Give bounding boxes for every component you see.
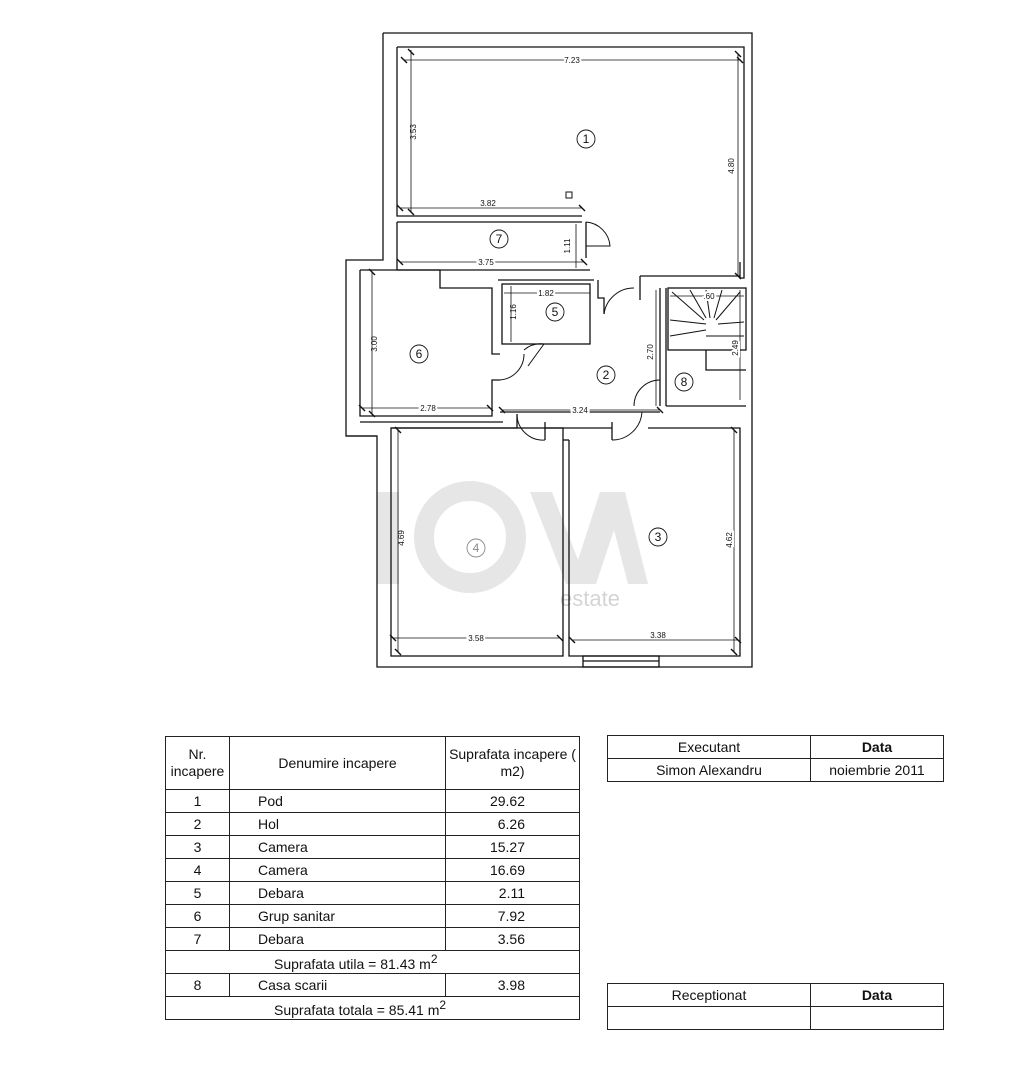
- suprafata-totala-text: Suprafata totala = 85.41 m: [274, 1002, 440, 1018]
- unit-exponent: 2: [430, 952, 438, 966]
- table-header-row: [166, 737, 580, 790]
- rooms-table: [165, 736, 580, 1020]
- row-name: Camera: [230, 836, 446, 859]
- dim-label: 4.62: [725, 532, 734, 548]
- executant-name: Simon Alexandru: [608, 759, 811, 782]
- row-area: 16.69: [446, 859, 580, 882]
- dim-label: 3.82: [480, 199, 496, 208]
- suprafata-utila: [166, 951, 580, 974]
- receptionat-name: [608, 1007, 811, 1030]
- dim-label: 2.49: [731, 340, 740, 356]
- header-nr: Nr. incapere: [166, 737, 230, 790]
- executant-table: [607, 735, 944, 782]
- walls: [346, 33, 752, 667]
- table-row: [166, 836, 580, 859]
- row-nr: 4: [166, 859, 230, 882]
- room-label-7: 7: [495, 232, 503, 246]
- room-label-6: 6: [415, 347, 423, 361]
- row-nr: 6: [166, 905, 230, 928]
- row-area: 2.11: [446, 882, 580, 905]
- dim-label: 1.82: [538, 289, 554, 298]
- unit-exponent: 2: [439, 998, 447, 1012]
- dim-label: 2.78: [420, 404, 436, 413]
- row-name: Hol: [230, 813, 446, 836]
- dim-label: 7.23: [564, 56, 580, 65]
- room-label-1: 1: [582, 132, 590, 146]
- table-row: [166, 859, 580, 882]
- row-area: 3.56: [446, 928, 580, 951]
- row-area: 6.26: [446, 813, 580, 836]
- table-row: [166, 905, 580, 928]
- dim-label: 1.11: [563, 238, 572, 254]
- dim-label: 3.24: [572, 406, 588, 415]
- executant-label: Executant: [608, 736, 811, 759]
- table-row: [166, 974, 580, 997]
- table-row: [166, 813, 580, 836]
- row-area: 7.92: [446, 905, 580, 928]
- receptionat-table: [607, 983, 944, 1030]
- dim-label: 4.80: [727, 158, 736, 174]
- row-name: Debara: [230, 882, 446, 905]
- header-name: Denumire incapere: [230, 737, 446, 790]
- room-label-3: 3: [654, 530, 662, 544]
- table-row: [166, 882, 580, 905]
- dim-label: 3.53: [409, 124, 418, 140]
- table-row: [166, 928, 580, 951]
- room-label-2: 2: [602, 368, 610, 382]
- dim-label: 4.69: [397, 530, 406, 546]
- table-row: [166, 790, 580, 813]
- dim-label: 3.38: [650, 631, 666, 640]
- row-name: Debara: [230, 928, 446, 951]
- dim-label: 3.58: [468, 634, 484, 643]
- row-nr: 7: [166, 928, 230, 951]
- summary-row: [166, 997, 580, 1020]
- room-label-4: 4: [472, 541, 480, 555]
- header-area: Suprafata incapere ( m2): [446, 737, 580, 790]
- table-row: [608, 1007, 944, 1030]
- row-area: 15.27: [446, 836, 580, 859]
- suprafata-utila-text: Suprafata utila = 81.43 m: [274, 956, 431, 972]
- dim-label: 3.00: [370, 336, 379, 352]
- data-label: Data: [811, 736, 944, 759]
- dim-label: 2.70: [646, 344, 655, 360]
- row-nr: 8: [166, 974, 230, 997]
- dim-label: .60: [703, 292, 715, 301]
- table-row: [608, 736, 944, 759]
- row-nr: 1: [166, 790, 230, 813]
- table-row: [608, 984, 944, 1007]
- row-nr: 5: [166, 882, 230, 905]
- room-label-8: 8: [680, 375, 688, 389]
- receptionat-label: Receptionat: [608, 984, 811, 1007]
- row-nr: 3: [166, 836, 230, 859]
- chimney-marker: [566, 192, 572, 198]
- table-row: [608, 759, 944, 782]
- row-name: Pod: [230, 790, 446, 813]
- receptionat-date: [811, 1007, 944, 1030]
- dim-label: 3.75: [478, 258, 494, 267]
- row-name: Camera: [230, 859, 446, 882]
- dim-label: 1.16: [509, 304, 518, 320]
- row-name: Casa scarii: [230, 974, 446, 997]
- data-label: Data: [811, 984, 944, 1007]
- room-label-5: 5: [551, 305, 559, 319]
- summary-row: [166, 951, 580, 974]
- row-area: 29.62: [446, 790, 580, 813]
- watermark-logo: [377, 491, 648, 584]
- watermark-text: estate: [560, 586, 620, 611]
- suprafata-totala: [166, 997, 580, 1020]
- row-nr: 2: [166, 813, 230, 836]
- row-name: Grup sanitar: [230, 905, 446, 928]
- executant-date: noiembrie 2011: [811, 759, 944, 782]
- row-area: 3.98: [446, 974, 580, 997]
